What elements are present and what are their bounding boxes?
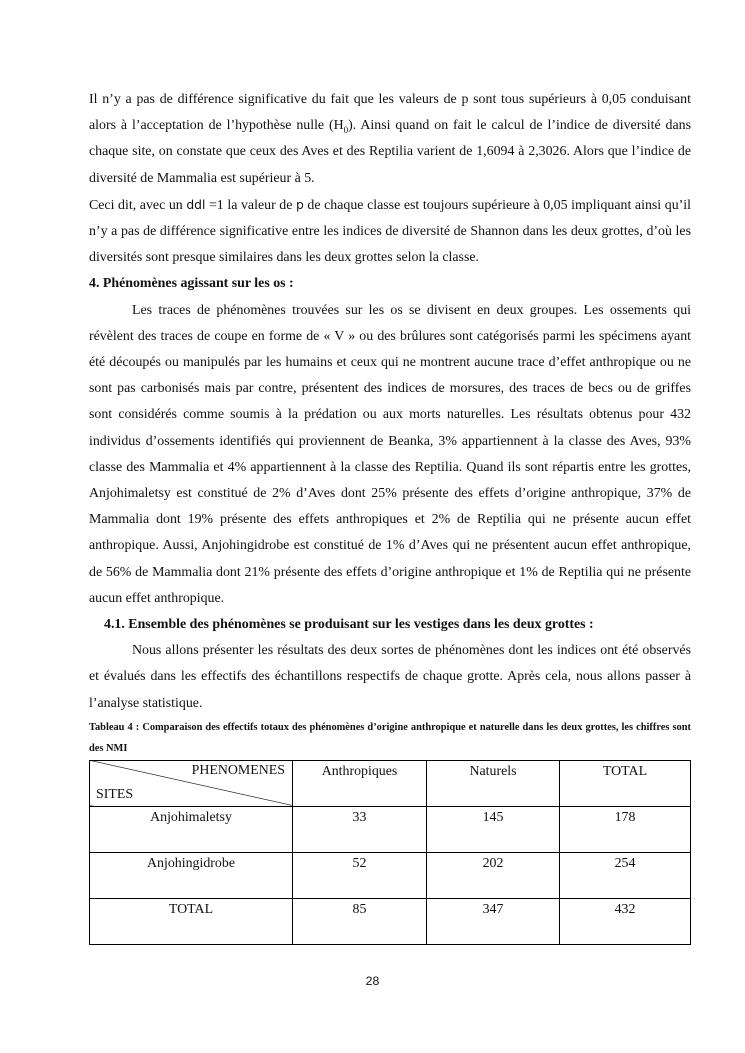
section-heading-4-1: 4.1. Ensemble des phénomènes se produisant sur les vestiges dans les deux grottes :: [104, 617, 594, 633]
paragraph-hypothesis-text: Il n’y a pas de différence significative du fait que les valeurs de p sont tous supérieurs à 0,05 conduisant alors à l’acceptation de l’hypothèse nulle (H: [89, 92, 691, 134]
section-heading-4: 4. Phénomènes agissant sur les os :: [89, 276, 294, 292]
table-row: [90, 898, 691, 944]
row-anthropiques: 85: [293, 898, 427, 944]
header-naturels: Naturels: [427, 760, 560, 806]
row-site: Anjohingidrobe: [90, 852, 293, 898]
row-site: Anjohimaletsy: [90, 806, 293, 852]
row-naturels: 202: [427, 852, 560, 898]
paragraph-phenomena: Les traces de phénomènes trouvées sur les os se divisent en deux groupes. Les ossements qui révèlent des traces de coupe en forme de « V » ou des brûlures sont catégorisés parmi les spécimens ayant été découpés ou manipulés par les humains et ceux qui ne montrent aucune trace d’effet anthropique ou ne sont pas carbonisés mais par contre, présentent des indices de morsures, des traces de becs ou de griffes sont considérés comme soumis à la prédation ou aux morts naturelles. Les résultats obtenus pour 432 individus d’ossements identifiés qui proviennent de Beanka, 3% appartiennent à la classe des Aves, 93% classe des Mammalia et 4% appartiennent à la classe des Reptilia. Quand ils sont répartis entre les grottes, Anjohimaletsy est constitué de 2% d’Aves dont 25% présente des effets d’origine anthropique, 37% de Mammalia dont 19% présente des effets anthropiques et 2% de Reptilia qui ne présente aucun effet anthropique. Aussi, Anjohingidrobe est constitué de 1% d’Aves qui ne présentent aucun effet anthropique, de 56% de Mammalia dont 21% présente des effets d’origine anthropique et 1% de Reptilia qui ne présente aucun effet anthropique.: [89, 302, 691, 606]
header-total: TOTAL: [560, 760, 691, 806]
paragraph-ddl-end: de chaque classe est toujours supérieure à 0,05 impliquant ainsi qu’il n’y a pas de différence significative entre les indices de diversité de Shannon dans les deux grottes, d’où les diversités sont presque similaires dans les deux grottes selon la classe.: [89, 197, 692, 266]
row-total: 178: [560, 806, 691, 852]
table-row: [90, 852, 691, 898]
corner-label-sites: SITES: [96, 786, 134, 802]
table-caption: Tableau 4 : Comparaison des effectifs totaux des phénomènes d’origine anthropique et naturelle dans les deux grottes, les chiffres sont des NMI: [89, 721, 691, 754]
row-total: 432: [560, 898, 691, 944]
corner-label-phenomenes: PHENOMENES: [191, 762, 285, 778]
paragraph-hypothesis-text-end: ). Ainsi quand on fait le calcul de l’indice de diversité dans chaque site, on constate que ceux des Aves et des Reptilia varient de 1,6094 à 2,3026. Alors que l’indice de diversité de Mammalia est supérieur à 5.: [89, 118, 692, 186]
row-naturels: 347: [427, 898, 560, 944]
paragraph-ddl-mid: =1 la valeur de: [205, 197, 297, 213]
row-total: 254: [560, 852, 691, 898]
paragraph-ddl-start: Ceci dit, avec un: [89, 197, 187, 213]
page-number: 28: [365, 974, 380, 988]
subscript-zero: 0: [343, 124, 349, 135]
table-row: [90, 806, 691, 852]
row-anthropiques: 52: [293, 852, 427, 898]
paragraph-results-intro: Nous allons présenter les résultats des deux sortes de phénomènes dont les indices ont été observés et évalués dans les effectifs des échantillons respectifs de chaque grotte. Après cela, nous allons passer à l’analyse statistique.: [89, 643, 691, 711]
paragraph-ddl: [89, 192, 691, 272]
paragraph-hypothesis: [89, 87, 691, 192]
row-site: TOTAL: [90, 898, 293, 944]
header-anthropiques: Anthropiques: [293, 760, 427, 806]
table-corner-cell: [90, 760, 293, 806]
ddl-term: ddl: [186, 197, 206, 212]
p-term: p: [296, 197, 304, 212]
body-text: [89, 87, 691, 945]
row-anthropiques: 33: [293, 806, 427, 852]
row-naturels: 145: [427, 806, 560, 852]
table-header-row: [90, 760, 691, 806]
phenomena-table: [89, 760, 691, 945]
